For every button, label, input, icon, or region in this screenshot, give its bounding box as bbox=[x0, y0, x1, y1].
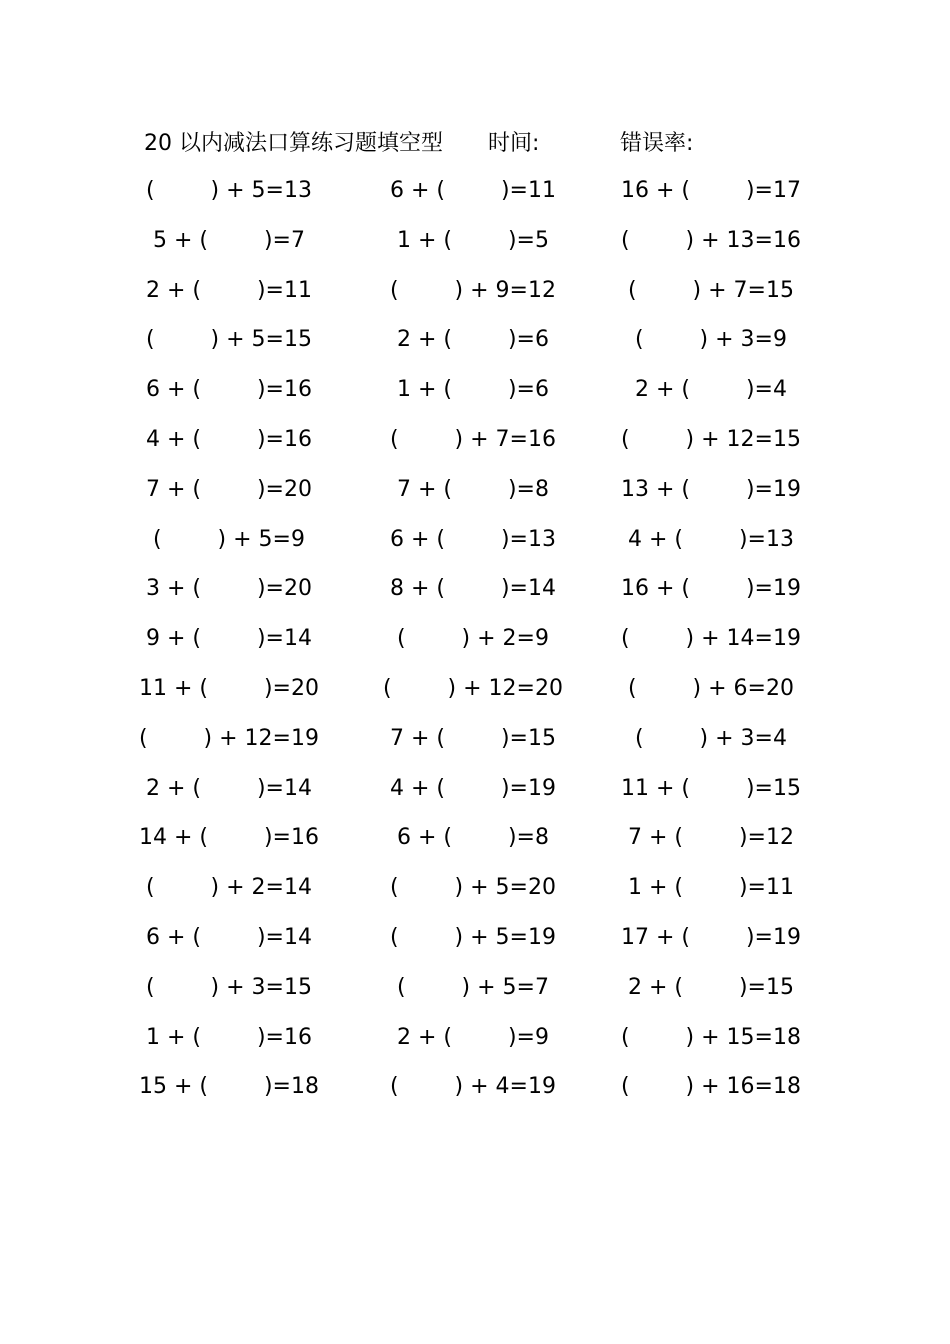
problem-item: 6 + ( )=14 bbox=[146, 924, 312, 950]
worksheet-header bbox=[0, 124, 950, 164]
problem-item: 17 + ( )=19 bbox=[621, 924, 801, 950]
problem-item: ( ) + 4=19 bbox=[390, 1074, 556, 1100]
problem-row bbox=[0, 764, 950, 814]
problem-item: 4 + ( )=16 bbox=[146, 426, 312, 452]
problem-item: ( ) + 9=12 bbox=[390, 277, 556, 303]
problem-row bbox=[0, 515, 950, 565]
problem-grid bbox=[0, 166, 950, 1112]
problem-item: 2 + ( )=6 bbox=[397, 327, 549, 353]
problem-row bbox=[0, 415, 950, 465]
problem-item: ( ) + 3=4 bbox=[635, 725, 787, 751]
problem-item: 7 + ( )=20 bbox=[146, 476, 312, 502]
problem-row bbox=[0, 1062, 950, 1112]
problem-item: 11 + ( )=20 bbox=[139, 675, 319, 701]
problem-item: ( ) + 13=16 bbox=[621, 227, 801, 253]
problem-item: ( ) + 5=9 bbox=[153, 526, 305, 552]
problem-item: ( ) + 7=15 bbox=[628, 277, 794, 303]
problem-item: 7 + ( )=12 bbox=[628, 825, 794, 851]
problem-item: 1 + ( )=6 bbox=[397, 377, 549, 403]
problem-item: ( ) + 12=15 bbox=[621, 426, 801, 452]
problem-item: 2 + ( )=9 bbox=[397, 1024, 549, 1050]
problem-item: ( ) + 12=19 bbox=[139, 725, 319, 751]
problem-row bbox=[0, 863, 950, 913]
problem-item: 13 + ( )=19 bbox=[621, 476, 801, 502]
problem-row bbox=[0, 963, 950, 1013]
problem-item: 8 + ( )=14 bbox=[390, 576, 556, 602]
problem-row bbox=[0, 564, 950, 614]
problem-item: 4 + ( )=19 bbox=[390, 775, 556, 801]
problem-item: 2 + ( )=4 bbox=[635, 377, 787, 403]
problem-row bbox=[0, 813, 950, 863]
problem-row bbox=[0, 365, 950, 415]
problem-item: 6 + ( )=13 bbox=[390, 526, 556, 552]
problem-row bbox=[0, 614, 950, 664]
problem-item: 7 + ( )=15 bbox=[390, 725, 556, 751]
problem-item: 15 + ( )=18 bbox=[139, 1074, 319, 1100]
problem-row bbox=[0, 913, 950, 963]
problem-item: 16 + ( )=17 bbox=[621, 178, 801, 203]
problem-item: 2 + ( )=11 bbox=[146, 277, 312, 303]
problem-item: 6 + ( )=8 bbox=[397, 825, 549, 851]
problem-item: ( ) + 15=18 bbox=[621, 1024, 801, 1050]
problem-item: 5 + ( )=7 bbox=[153, 227, 305, 253]
worksheet-title: 20 以内减法口算练习题填空型 bbox=[144, 131, 443, 156]
problem-row bbox=[0, 664, 950, 714]
error-rate-label: 错误率: bbox=[620, 131, 694, 156]
problem-row bbox=[0, 315, 950, 365]
problem-row bbox=[0, 465, 950, 515]
problem-item: 2 + ( )=15 bbox=[628, 974, 794, 1000]
problem-row bbox=[0, 216, 950, 266]
problem-item: 7 + ( )=8 bbox=[397, 476, 549, 502]
problem-item: ( ) + 16=18 bbox=[621, 1074, 801, 1100]
problem-item: ( ) + 6=20 bbox=[628, 675, 794, 701]
problem-item: 3 + ( )=20 bbox=[146, 576, 312, 602]
problem-item: 6 + ( )=11 bbox=[390, 178, 556, 203]
problem-item: ( ) + 7=16 bbox=[390, 426, 556, 452]
problem-item: ( ) + 12=20 bbox=[383, 675, 563, 701]
time-label: 时间: bbox=[488, 131, 540, 156]
problem-item: 1 + ( )=5 bbox=[397, 227, 549, 253]
problem-item: 16 + ( )=19 bbox=[621, 576, 801, 602]
problem-row bbox=[0, 1013, 950, 1063]
problem-item: ( ) + 5=15 bbox=[146, 327, 312, 353]
problem-item: ( ) + 2=14 bbox=[146, 875, 312, 901]
problem-item: 9 + ( )=14 bbox=[146, 626, 312, 652]
problem-item: 4 + ( )=13 bbox=[628, 526, 794, 552]
problem-row bbox=[0, 166, 950, 216]
problem-row bbox=[0, 266, 950, 316]
problem-item: 2 + ( )=14 bbox=[146, 775, 312, 801]
problem-item: ( ) + 3=15 bbox=[146, 974, 312, 1000]
problem-row bbox=[0, 714, 950, 764]
problem-item: ( ) + 14=19 bbox=[621, 626, 801, 652]
problem-item: 14 + ( )=16 bbox=[139, 825, 319, 851]
problem-item: ( ) + 5=13 bbox=[146, 178, 312, 203]
problem-item: 1 + ( )=11 bbox=[628, 875, 794, 901]
problem-item: ( ) + 5=19 bbox=[390, 924, 556, 950]
problem-item: 11 + ( )=15 bbox=[621, 775, 801, 801]
problem-item: 6 + ( )=16 bbox=[146, 377, 312, 403]
problem-item: ( ) + 3=9 bbox=[635, 327, 787, 353]
problem-item: ( ) + 2=9 bbox=[397, 626, 549, 652]
problem-item: 1 + ( )=16 bbox=[146, 1024, 312, 1050]
problem-item: ( ) + 5=7 bbox=[397, 974, 549, 1000]
problem-item: ( ) + 5=20 bbox=[390, 875, 556, 901]
